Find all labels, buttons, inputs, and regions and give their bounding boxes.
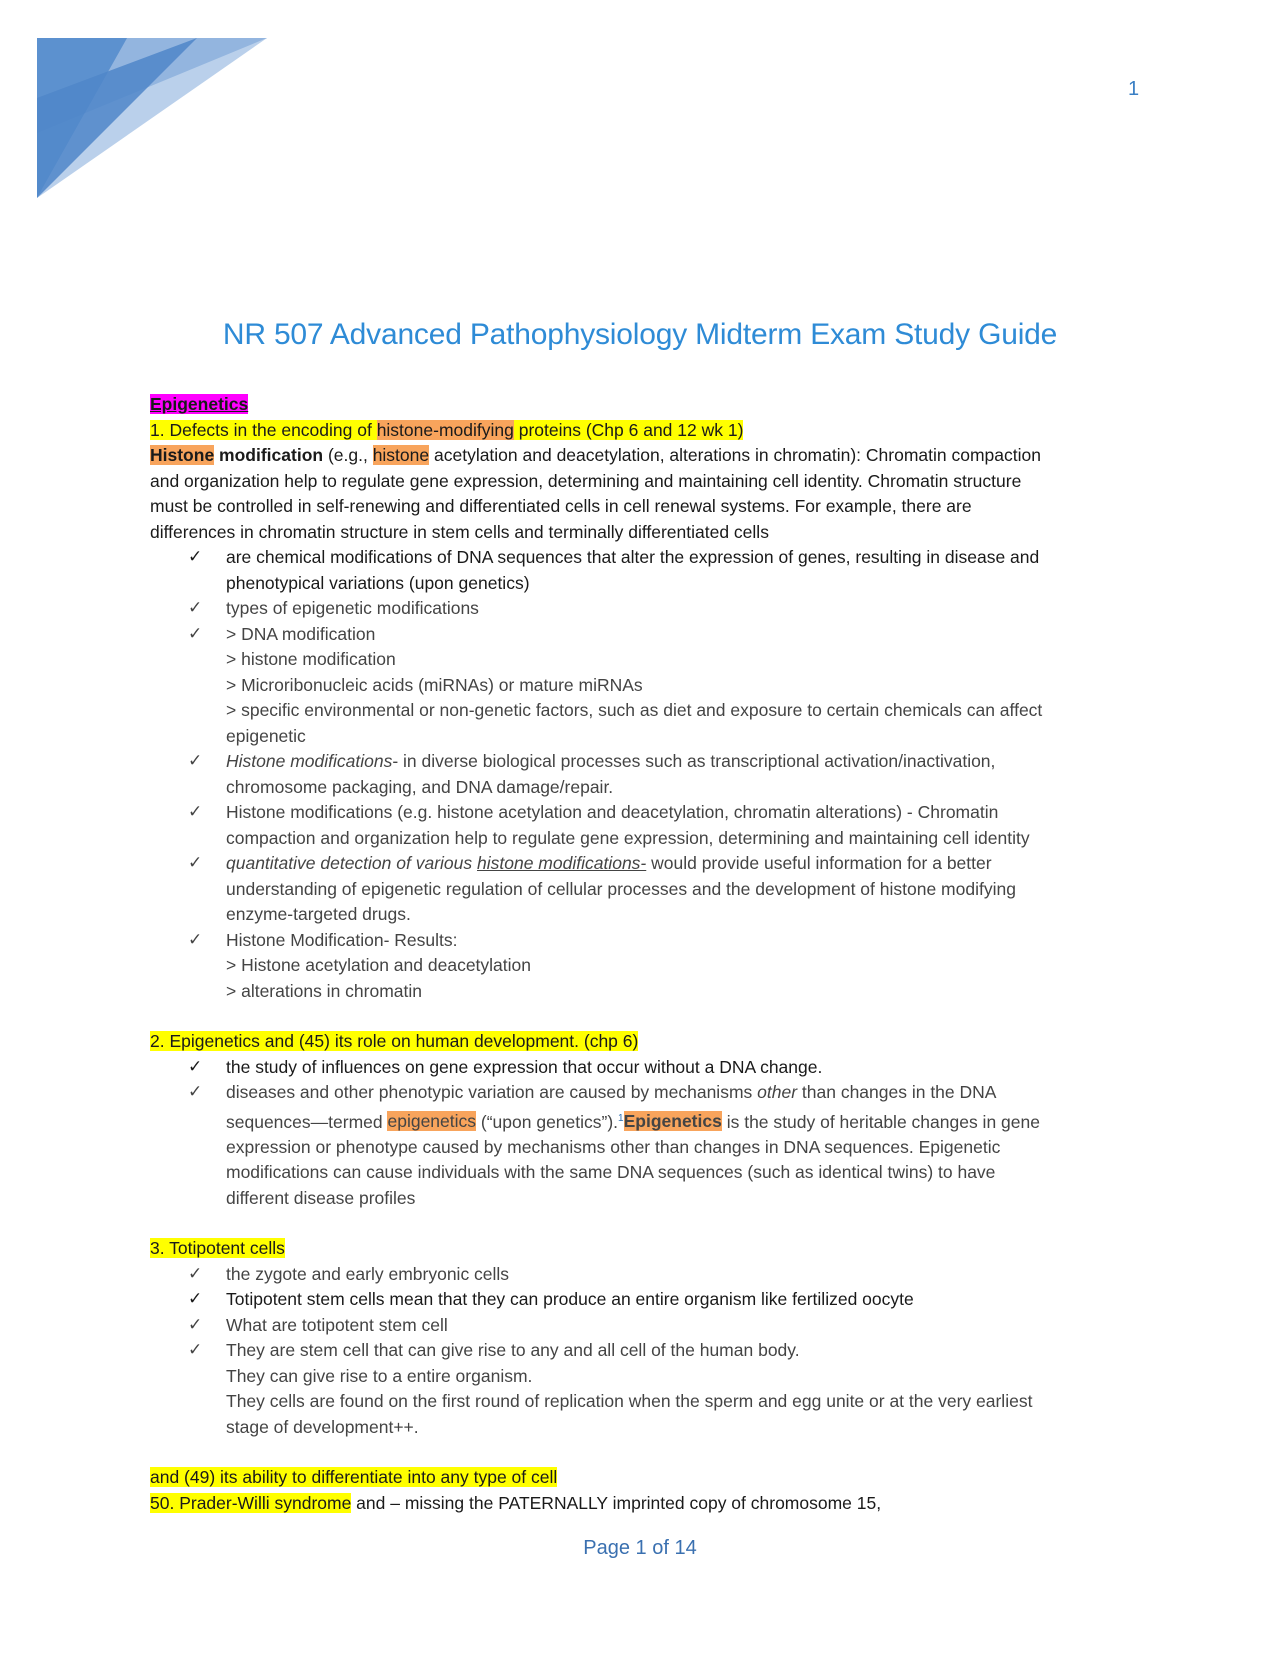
q3-heading: 3. Totipotent cells [150,1238,285,1259]
check-icon: ✓ [188,1289,203,1310]
corner-decoration [37,38,267,198]
list-item: ✓ Histone Modification- Results: > Histone acetylation and deacetylation > alterations in chromatin [188,929,531,1001]
check-icon: ✓ [188,598,203,618]
check-icon: ✓ [188,1340,203,1361]
list-item: ✓ are chemical modifications of DNA sequences that alter the expression of genes, resulting in disease and phenotypical variations (upon genetics) [188,547,1040,593]
check-icon: ✓ [188,751,203,771]
check-icon: ✓ [188,547,203,567]
q49-line: and (49) its ability to differentiate into any type of cell [150,1467,558,1488]
document-title: NR 507 Advanced Pathophysiology Midterm Exam Study Guide [222,318,1058,351]
page-footer: Page 1 of 14 [583,1537,697,1559]
document-body [150,392,1125,1516]
list-item: ✓ What are totipotent stem cell [150,1313,1125,1339]
q2-heading: 2. Epigenetics and (45) its role on human development. (chp 6) [150,1031,639,1051]
list-item: ✓ Histone modifications- in diverse biological processes such as transcriptional activation/inactivation, chromosome packaging, and DNA damage/repair. [188,751,996,797]
check-icon: ✓ [188,1082,203,1102]
list-item: ✓ They are stem cell that can give rise to any and all cell of the human body. They can give rise to a entire organism. They cells are found on the first round of replication when the sperm and egg unite or at the very earliest stage of development++. [188,1340,1033,1437]
list-item: ✓ the study of influences on gene expression that occur without a DNA change. [150,1055,1125,1081]
q1-paragraph-line: differences in chromatin structure in stem cells and terminally differentiated cells [150,521,769,542]
list-item: ✓ the zygote and early embryonic cells [150,1262,1125,1288]
check-icon: ✓ [188,1263,203,1284]
list-item: ✓ Totipotent stem cells mean that they can produce an entire organism like fertilized oocyte [150,1287,1125,1313]
check-icon: ✓ [188,802,203,822]
list-item: ✓ quantitative detection of various histone modifications- would provide useful information for a better understanding of epigenetic regulation of cellular processes and the development of histone modifying enzyme-targeted drugs. [188,853,1016,924]
q1-paragraph-line: must be controlled in self-renewing and differentiated cells in cell renewal systems. For example, there are [150,496,972,516]
check-icon: ✓ [188,929,203,950]
list-item: ✓ > DNA modification > histone modification > Microribonucleic acids (miRNAs) or mature miRNAs > specific environmental or non-genetic factors, such as diet and exposure to certain chemicals can affect epigenetic [188,623,1043,746]
section-heading-epigenetics: Epigenetics [150,394,249,414]
list-item: ✓ diseases and other phenotypic variation are caused by mechanisms other than changes in the DNA sequences—termed epigenetics (“upon genetics”).$^1$Epigenetics is the study of heritable changes in gene expression or phenotype caused by mechanisms other than changes in DNA sequences. Epigenetic modifications can cause individuals with the same DNA sequences (such as identical twins) to have different disease profiles [188,1082,1040,1208]
q1-heading: 1. Defects in the encoding of histone-modifying proteins (Chp 6 and 12 wk 1) [150,419,744,440]
q1-paragraph-line: Histone modification (e.g., histone acetylation and deacetylation, alterations in chromatin): Chromatin compaction [150,445,1041,465]
list-item: ✓ Histone modifications (e.g. histone acetylation and deacetylation, chromatin alterations) - Chromatin compaction and organization help to regulate gene expression, determining and maintaining cell identity [188,802,1030,848]
check-icon: ✓ [188,1056,203,1077]
q50-line: 50. Prader-Willi syndrome and – missing the PATERNALLY imprinted copy of chromosome 15, [150,1492,882,1513]
check-icon: ✓ [188,1314,203,1335]
check-icon: ✓ [188,623,203,644]
list-item: ✓ types of epigenetic modifications [150,596,1125,622]
q1-paragraph-line: and organization help to regulate gene expression, determining and maintaining cell identity. Chromatin structure [150,470,1022,491]
check-icon: ✓ [188,853,203,873]
page-number: 1 [1128,78,1140,100]
